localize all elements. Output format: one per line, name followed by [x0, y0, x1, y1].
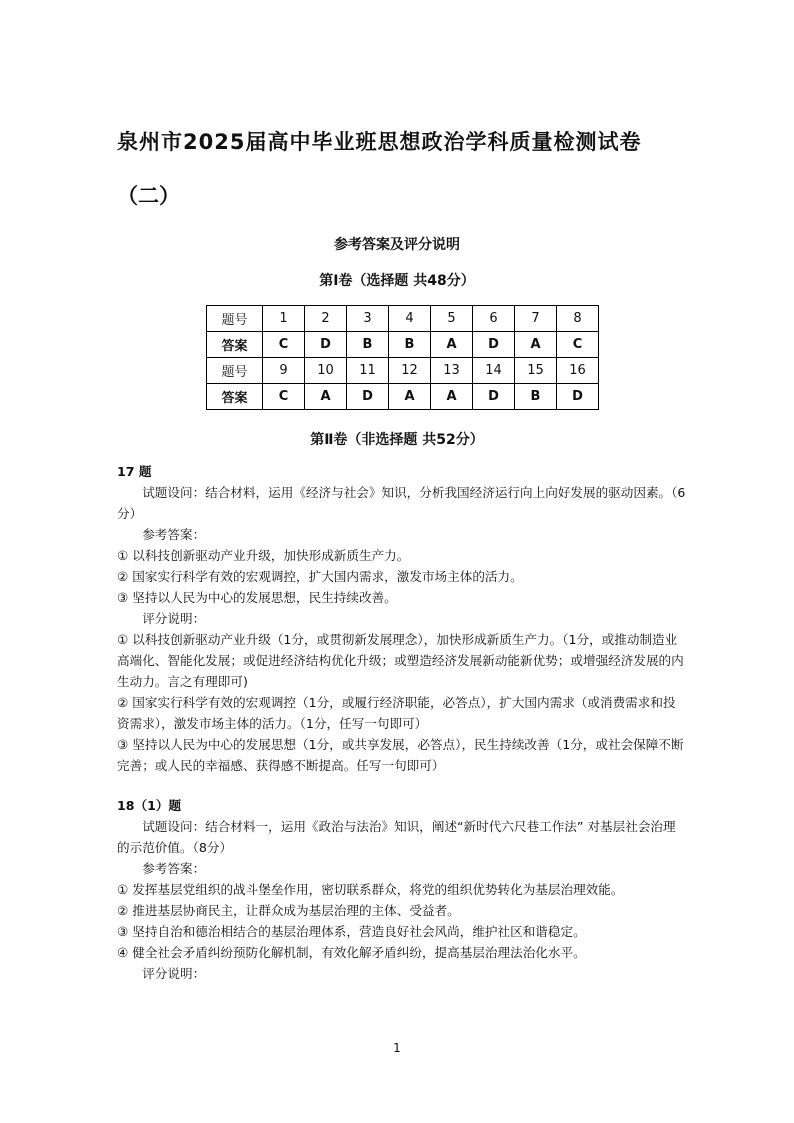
table-row-label: 答案	[207, 332, 263, 358]
table-cell: D	[473, 332, 515, 358]
table-row	[207, 332, 599, 358]
question-18-title: 18（1）题	[117, 798, 182, 813]
document-title: 泉州市2025届高中毕业班思想政治学科质量检测试卷	[117, 130, 642, 154]
table-cell: D	[347, 384, 389, 410]
question-17-title: 17 题	[117, 464, 152, 479]
table-cell: C	[557, 332, 599, 358]
document-title-part2: （二）	[117, 184, 180, 208]
table-cell: 10	[305, 358, 347, 384]
table-cell: 13	[431, 358, 473, 384]
table-row-label: 题号	[207, 306, 263, 332]
table-cell: B	[389, 332, 431, 358]
table-row	[207, 384, 599, 410]
table-cell: 7	[515, 306, 557, 332]
table-cell: 6	[473, 306, 515, 332]
question-18-answer-1: ① 发挥基层党组织的战斗堡垒作用，密切联系群众，将党的组织优势转化为基层治理效能。	[117, 882, 624, 897]
table-cell: 11	[347, 358, 389, 384]
table-cell: 16	[557, 358, 599, 384]
question-18-reference-label: 参考答案：	[142, 861, 206, 876]
table-cell: A	[431, 332, 473, 358]
table-cell: D	[473, 384, 515, 410]
table-cell: 1	[263, 306, 305, 332]
table-cell: A	[305, 384, 347, 410]
questions-content	[117, 461, 687, 984]
table-row-label: 答案	[207, 384, 263, 410]
table-row	[207, 306, 599, 332]
table-cell: A	[431, 384, 473, 410]
page-number: 1	[393, 1041, 401, 1055]
question-17-answer-2: ② 国家实行科学有效的宏观调控，扩大国内需求，激发市场主体的活力。	[117, 569, 523, 584]
question-17-answer-3: ③ 坚持以人民为中心的发展思想，民生持续改善。	[117, 590, 397, 605]
table-cell: B	[515, 384, 557, 410]
table-cell: A	[389, 384, 431, 410]
answer-table	[206, 305, 599, 410]
table-row	[207, 358, 599, 384]
table-cell: 8	[557, 306, 599, 332]
table-cell: 12	[389, 358, 431, 384]
table-cell: 14	[473, 358, 515, 384]
table-row-label: 题号	[207, 358, 263, 384]
question-17-eval-label: 评分说明：	[142, 611, 206, 626]
table-cell: C	[263, 332, 305, 358]
table-cell: D	[305, 332, 347, 358]
question-17-eval-1: ① 以科技创新驱动产业升级（1分，或贯彻新发展理念），加快形成新质生产力。（1分，或推动制造业高端化、智能化发展；或促进经济结构优化升级；或塑造经济发展新动能新优势；或增强经济发展的内生动力。言之有理即可)	[117, 632, 684, 689]
table-cell: 2	[305, 306, 347, 332]
question-17-eval-2: ② 国家实行科学有效的宏观调控（1分，或履行经济职能，必答点），扩大国内需求（或消费需求和投资需求），激发市场主体的活力。（1分，任写一句即可）	[117, 695, 676, 731]
question-17-answer-1: ① 以科技创新驱动产业升级，加快形成新质生产力。	[117, 548, 410, 563]
question-18-setting: 试题设问：结合材料一，运用《政治与法治》知识，阐述“新时代六尺巷工作法” 对基层社会治理的示范价值。（8分）	[117, 819, 676, 855]
question-18-answer-2: ② 推进基层协商民主，让群众成为基层治理的主体、受益者。	[117, 903, 460, 918]
question-17-reference-label: 参考答案：	[142, 527, 206, 542]
table-cell: A	[515, 332, 557, 358]
table-cell: D	[557, 384, 599, 410]
table-cell: 15	[515, 358, 557, 384]
table-cell: 9	[263, 358, 305, 384]
part2-title: 第Ⅱ卷（非选择题 共52分）	[310, 432, 484, 448]
question-18-answer-4: ④ 健全社会矛盾纠纷预防化解机制，有效化解矛盾纠纷，提高基层治理法治化水平。	[117, 945, 586, 960]
table-cell: 5	[431, 306, 473, 332]
question-17-eval-3: ③ 坚持以人民为中心的发展思想（1分，或共享发展，必答点），民生持续改善（1分，或社会保障不断完善；或人民的幸福感、获得感不断提高。任写一句即可）	[117, 737, 684, 773]
answer-section-title: 参考答案及评分说明	[334, 237, 460, 253]
table-cell: B	[347, 332, 389, 358]
question-17-setting: 试题设问：结合材料，运用《经济与社会》知识，分析我国经济运行向上向好发展的驱动因素。（6分）	[117, 485, 686, 521]
part1-title: 第Ⅰ卷（选择题 共48分）	[319, 273, 475, 289]
table-cell: C	[263, 384, 305, 410]
table-cell: 4	[389, 306, 431, 332]
question-18-eval-label: 评分说明：	[142, 966, 206, 981]
table-cell: 3	[347, 306, 389, 332]
section-gap	[117, 776, 687, 795]
question-18-answer-3: ③ 坚持自治和德治相结合的基层治理体系，营造良好社会风尚，维护社区和谐稳定。	[117, 924, 586, 939]
